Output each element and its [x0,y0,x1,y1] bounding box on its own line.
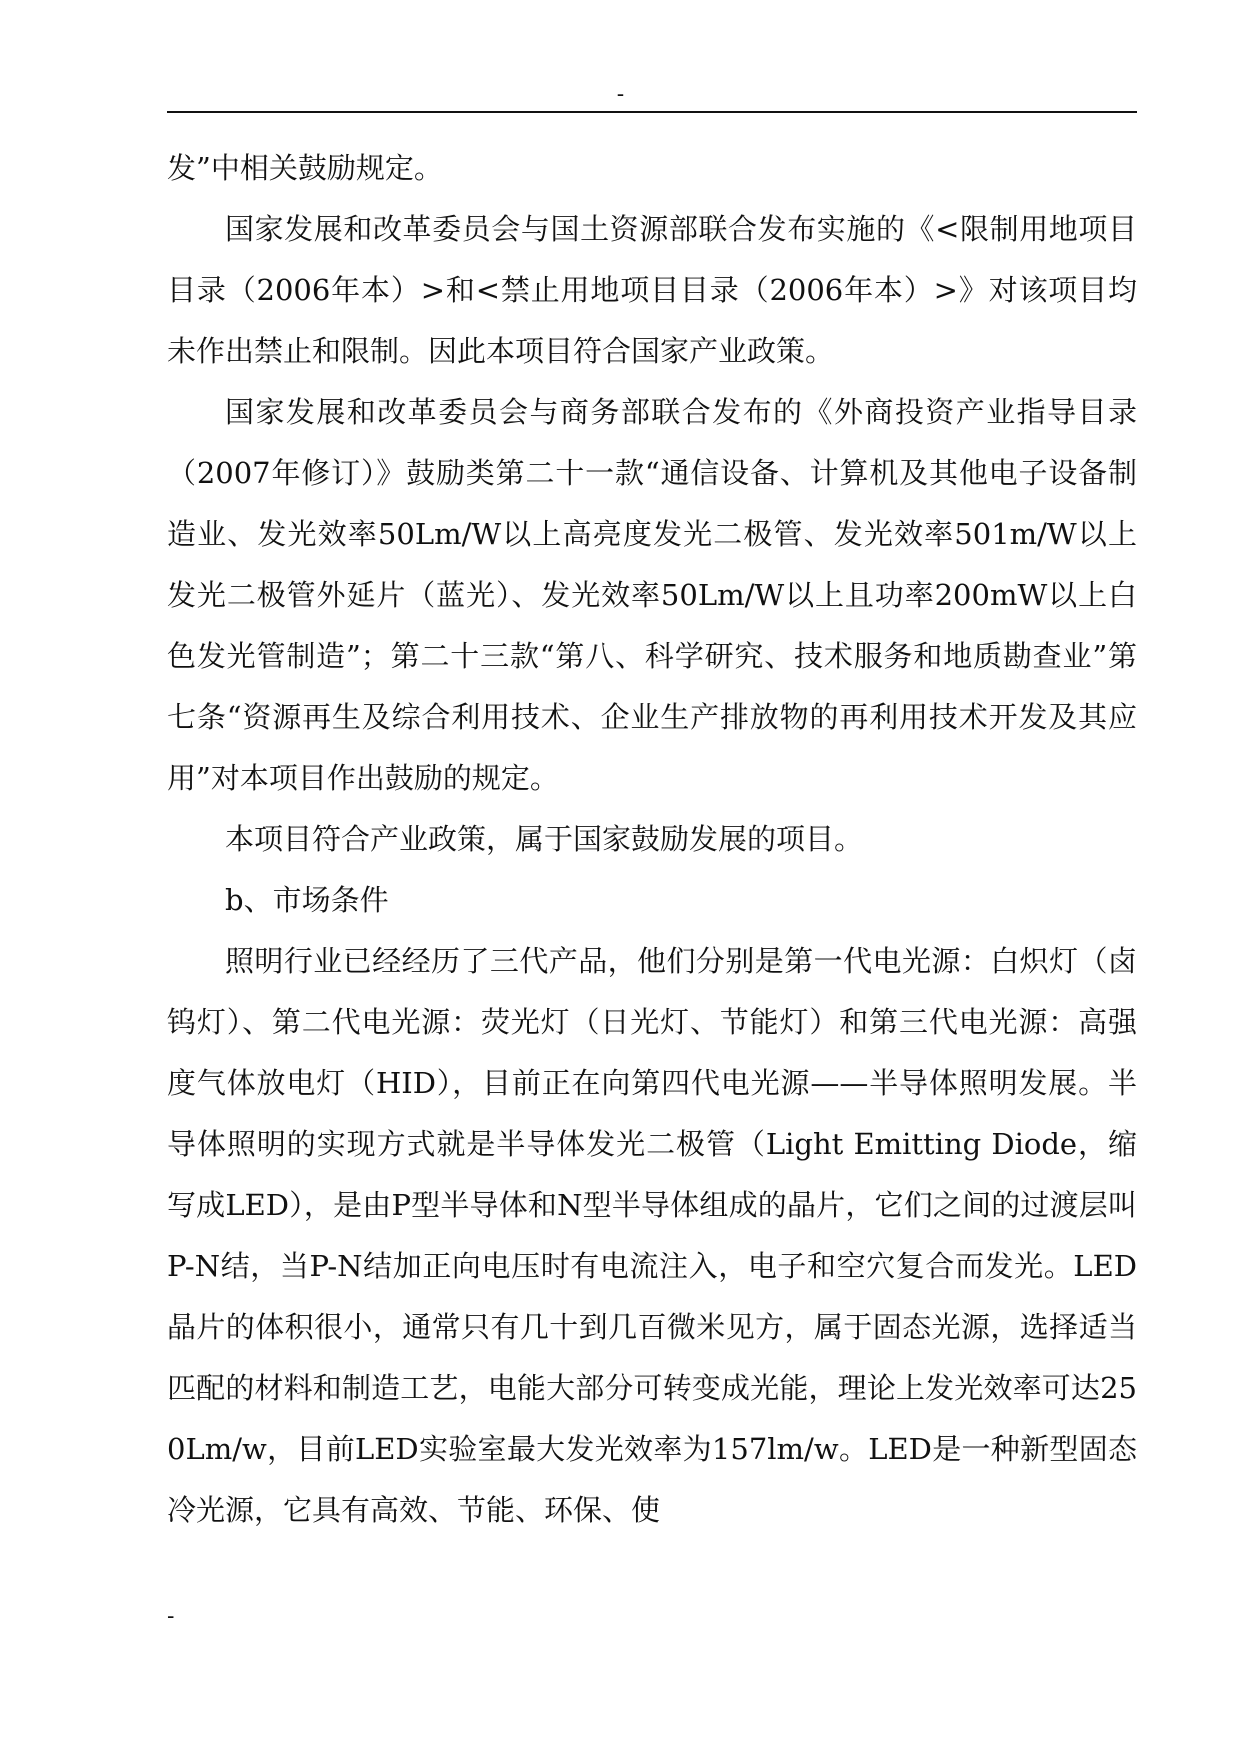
header-rule [167,111,1137,113]
paragraph-foreign-investment-catalog: 国家发展和改革委员会与商务部联合发布的《外商投资产业指导目录（2007年修订）》鼓励类第二十一款“通信设备、计算机及其他电子设备制造业、发光效率50Lm/W以上高亮度发光二极管、发光效率501m/W以上发光二极管外延片（蓝光）、发光效率50Lm/W以上且功率200mW以上白色发光管制造”；第二十三款“第八、科学研究、技术服务和地质勘查业”第七条“资源再生及综合利用技术、企业生产排放物的再利用技术开发及其应用”对本项目作出鼓励的规定。 [167,395,1137,795]
paragraph-continuation: 发”中相关鼓励规定。 [167,151,443,185]
paragraph-land-use-policy: 国家发展和改革委员会与国土资源部联合发布实施的《<限制用地项目目录（2006年本）>和<禁止用地项目目录（2006年本）>》对该项目均未作出禁止和限制。因此本项目符合国家产业政策。 [167,212,1137,368]
section-heading-market-conditions: b、市场条件 [225,883,389,917]
document-body [167,138,1137,1541]
page-header-mark: - [616,82,625,107]
page-footer-mark: - [167,1604,175,1629]
paragraph-lighting-industry: 照明行业已经经历了三代产品，他们分别是第一代电光源：白炽灯（卤钨灯）、第二代电光源：荧光灯（日光灯、节能灯）和第三代电光源：高强度气体放电灯（HID），目前正在向第四代电光源——半导体照明发展。半导体照明的实现方式就是半导体发光二极管（Light Emitting Diode，缩写成LED），是由P型半导体和N型半导体组成的晶片，它们之间的过渡层叫P-N结，当P-N结加正向电压时有电流注入，电子和空穴复合而发光。LED晶片的体积很小，通常只有几十到几百微米见方，属于固态光源，选择适当匹配的材料和制造工艺，电能大部分可转变成光能，理论上发光效率可达250Lm/w，目前LED实验室最大发光效率为157lm/w。LED是一种新型固态冷光源，它具有高效、节能、环保、使 [167,944,1137,1527]
paragraph-policy-conclusion: 本项目符合产业政策，属于国家鼓励发展的项目。 [225,822,864,856]
